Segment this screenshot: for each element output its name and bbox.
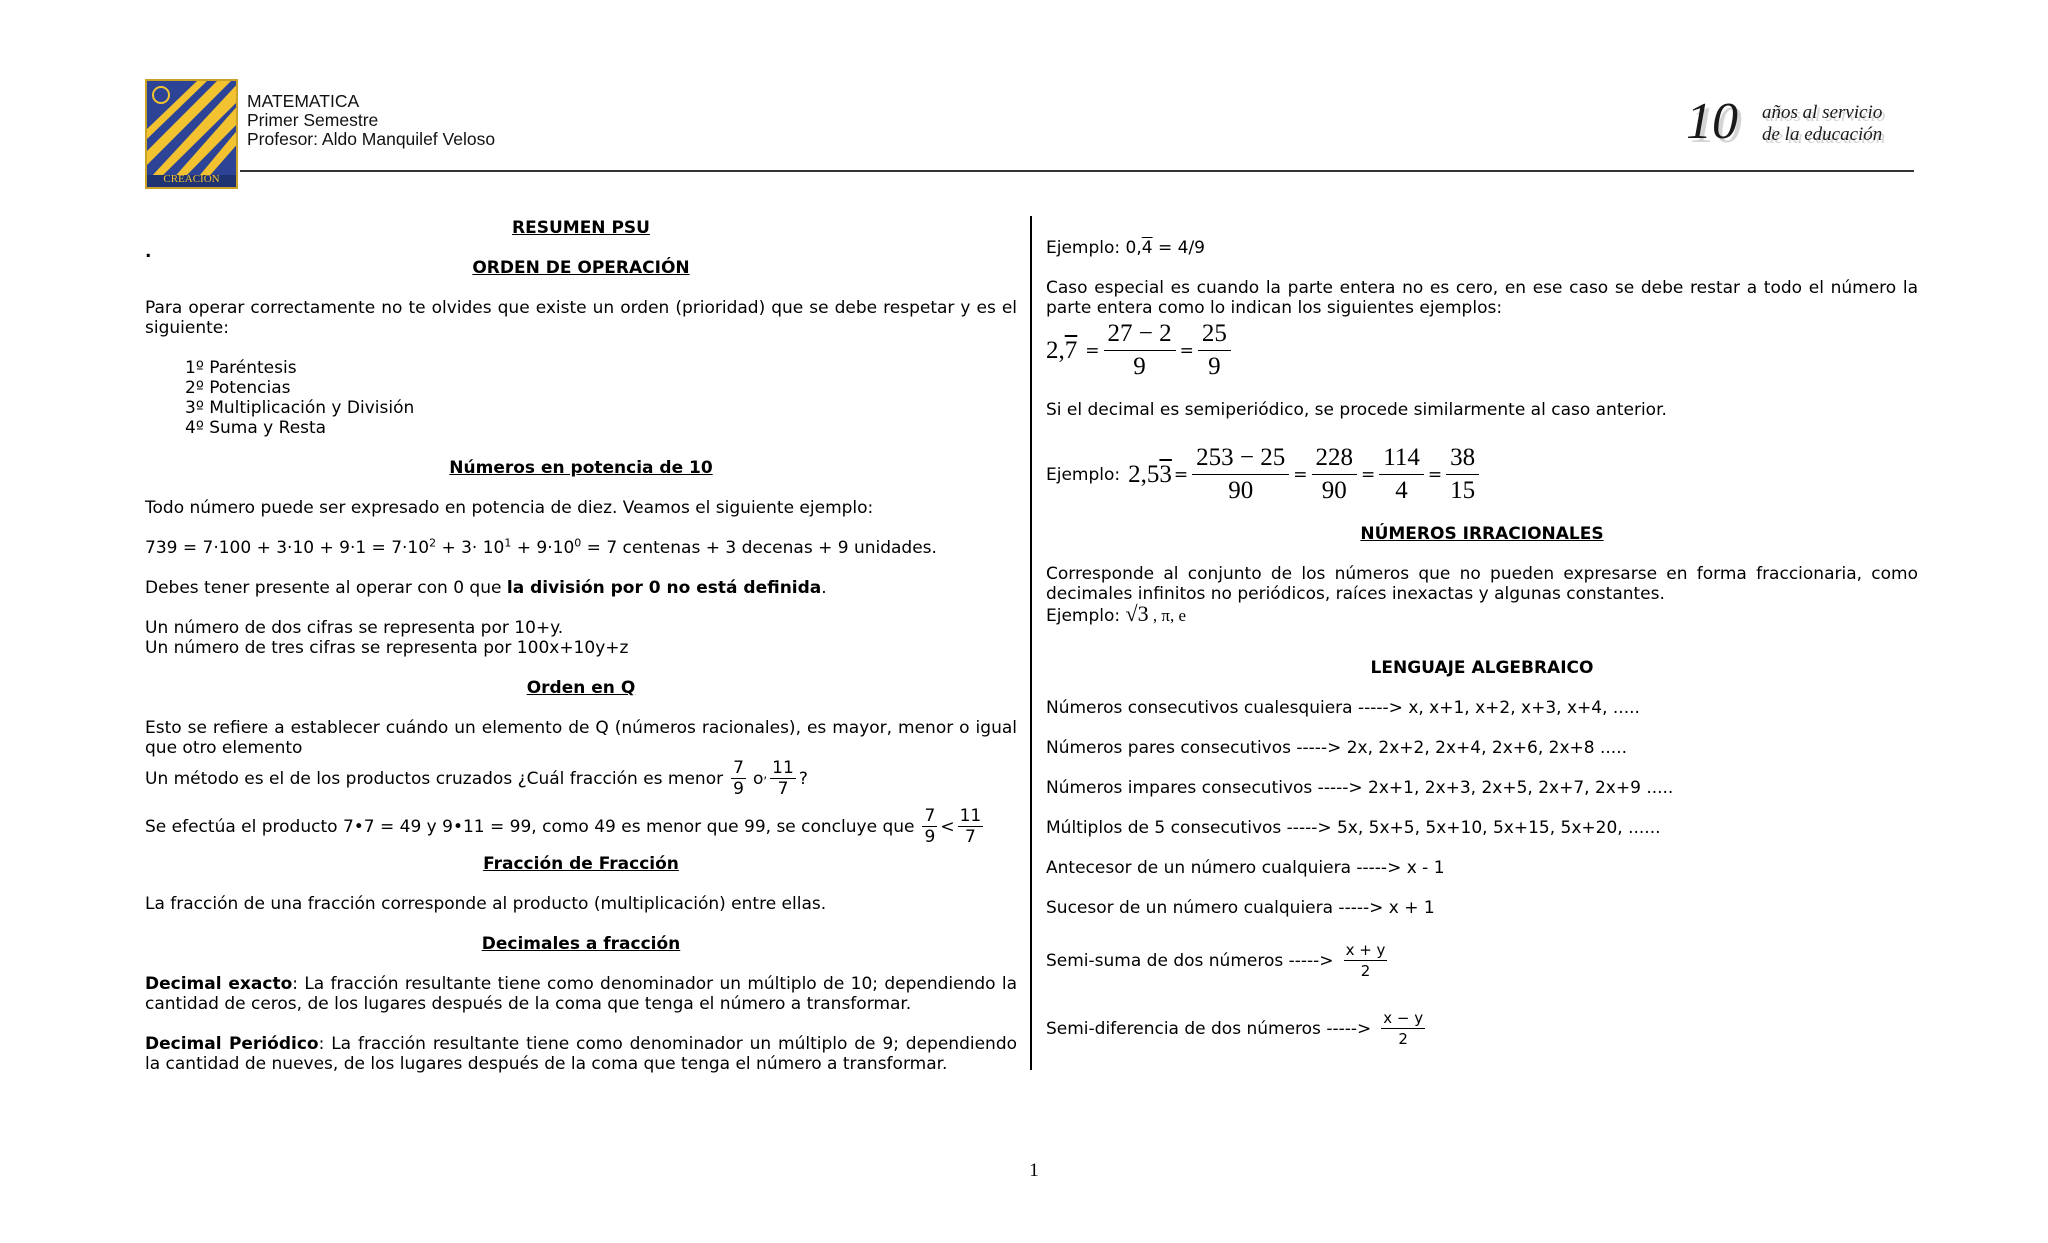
- decimales-title: Decimales a fracción: [481, 934, 681, 954]
- list-item: 2º Potencias: [185, 378, 291, 398]
- subject-title: MATEMATICA: [247, 91, 360, 111]
- fraccion-de-fraccion-text: La fracción de una fracción corresponde al producto (multiplicación) entre ellas.: [145, 894, 827, 914]
- ejemplo-periodico: Ejemplo: 0,4 = 4/9: [1046, 238, 1205, 258]
- orden-q-text: Esto se refiere a establecer cuándo un elemento de Q (números racionales), es mayor, menor o igual que otro elemento: [145, 718, 1017, 758]
- list-item: 1º Paréntesis: [185, 358, 297, 378]
- list-item: Antecesor de un número cualquiera -----> x - 1: [1046, 858, 1445, 878]
- irracionales-text: Corresponde al conjunto de los números que no pueden expresarse en forma fraccionaria, como decimales infinitos no periódicos, raíces inexactas y algunas constantes.: [1046, 564, 1918, 604]
- caso-especial-text: Caso especial es cuando la parte entera no es cero, en ese caso se debe restar a todo el número la parte entera como lo indican los siguientes ejemplos:: [1046, 278, 1918, 318]
- decimal-periodico: Decimal Periódico: La fracción resultante tiene como denominador un múltiplo de 9; dependiendo la cantidad de nueves, de los lugares después de la coma que tenga el número a transformar.: [145, 1034, 1018, 1074]
- header-rule: [240, 170, 1914, 172]
- list-item: 4º Suma y Resta: [185, 418, 327, 438]
- orden-intro: Para operar correctamente no te olvides que existe un orden (prioridad) que se debe respetar y es el siguiente:: [145, 298, 1017, 338]
- anniversary-badge: [1686, 93, 1914, 152]
- productos-cruzados-line: Un método es el de los productos cruzados ¿Cuál fracción es menor $\frac{7}{9}$ o , $\frac{11}{7}$ ?: [145, 758, 808, 799]
- list-item: Múltiplos de 5 consecutivos -----> 5x, 5x+5, 5x+10, 5x+15, 5x+20, ......: [1046, 818, 1661, 838]
- potencia-equation: $739 = 7\cdot 100 + 3\cdot 10 + 9\cdot 1 = 7\cdot 10^2 + 3\cdot 10^1 + 9\cdot 10^0 = 7$ centenas + 3 decenas + 9 unidades.: [145, 536, 937, 558]
- stray-dot: .: [145, 242, 152, 262]
- logo: [145, 79, 238, 189]
- orden-q-title: Orden en Q: [526, 678, 636, 698]
- fraccion-de-fraccion-title: Fracción de Fracción: [483, 854, 679, 874]
- list-item: 3º Multiplicación y División: [185, 398, 415, 418]
- orden-list: [185, 358, 414, 438]
- semiperiodico-text: Si el decimal es semiperiódico, se procede similarmente al caso anterior.: [1046, 400, 1667, 420]
- semester-label: Primer Semestre: [247, 110, 379, 130]
- semi-suma-line: Semi-suma de dos números -----> $\frac{x + y}{2}$: [1046, 941, 1386, 980]
- resumen-title: RESUMEN PSU: [512, 218, 650, 238]
- anniversary-line2: de la educación: [1762, 124, 1883, 145]
- potencia-text: Todo número puede ser expresado en potencia de diez. Veamos el siguiente ejemplo:: [145, 498, 874, 518]
- fraccion-ejemplo-1: 2,7 = $\frac{27 - 2}{9}$ = $\frac{25}{9}$: [1046, 318, 1235, 383]
- column-divider: [1030, 216, 1032, 1070]
- orden-title: ORDEN DE OPERACIÓN: [472, 258, 690, 278]
- list-item: Sucesor de un número cualquiera -----> x + 1: [1046, 898, 1435, 918]
- semi-diferencia-line: Semi-diferencia de dos números -----> $\frac{x - y}{2}$: [1046, 1009, 1424, 1048]
- professor-label: Profesor: Aldo Manquilef Veloso: [247, 129, 496, 149]
- anniversary-line1: años al servicio: [1762, 102, 1883, 123]
- lenguaje-algebraico-title: LENGUAJE ALGEBRAICO: [1370, 658, 1594, 678]
- division-cero-note: Debes tener presente al operar con 0 que la división por 0 no está definida.: [145, 578, 827, 598]
- tres-cifras: Un número de tres cifras se representa por 100x+10y+z: [145, 638, 629, 658]
- fraccion-ejemplo-2: Ejemplo: 2,53 = $\frac{253 - 25}{90}$ = $\frac{228}{90}$ = $\frac{114}{4}$ = $\frac{38}{15}$: [1046, 442, 1483, 507]
- anniversary-number: 10: [1686, 93, 1738, 150]
- irracionales-title: NÚMEROS IRRACIONALES: [1360, 524, 1604, 544]
- dos-cifras: Un número de dos cifras se representa por 10+y.: [145, 618, 564, 638]
- decimal-exacto: Decimal exacto: La fracción resultante tiene como denominador un múltiplo de 10; dependiendo la cantidad de ceros, de los lugares después de la coma que tenga el número a transformar.: [145, 974, 1018, 1014]
- list-item: Números pares consecutivos -----> 2x, 2x+2, 2x+4, 2x+6, 2x+8 .....: [1046, 738, 1627, 758]
- potencia-title: Números en potencia de 10: [449, 458, 713, 478]
- irracionales-ejemplo: Ejemplo: √3 , π, e: [1046, 601, 1187, 626]
- page-number: 1: [1029, 1160, 1039, 1181]
- logo-text: CREACION: [163, 173, 220, 185]
- producto-conclusion-line: Se efectúa el producto 7•7 = 49 y 9•11 = 99, como 49 es menor que 99, se concluye que $\frac{7}{9}$ < $\frac{11}{7}$: [145, 806, 982, 847]
- list-item: Números impares consecutivos -----> 2x+1, 2x+3, 2x+5, 2x+7, 2x+9 .....: [1046, 778, 1674, 798]
- list-item: Números consecutivos cualesquiera -----> x, x+1, x+2, x+3, x+4, .....: [1046, 698, 1640, 718]
